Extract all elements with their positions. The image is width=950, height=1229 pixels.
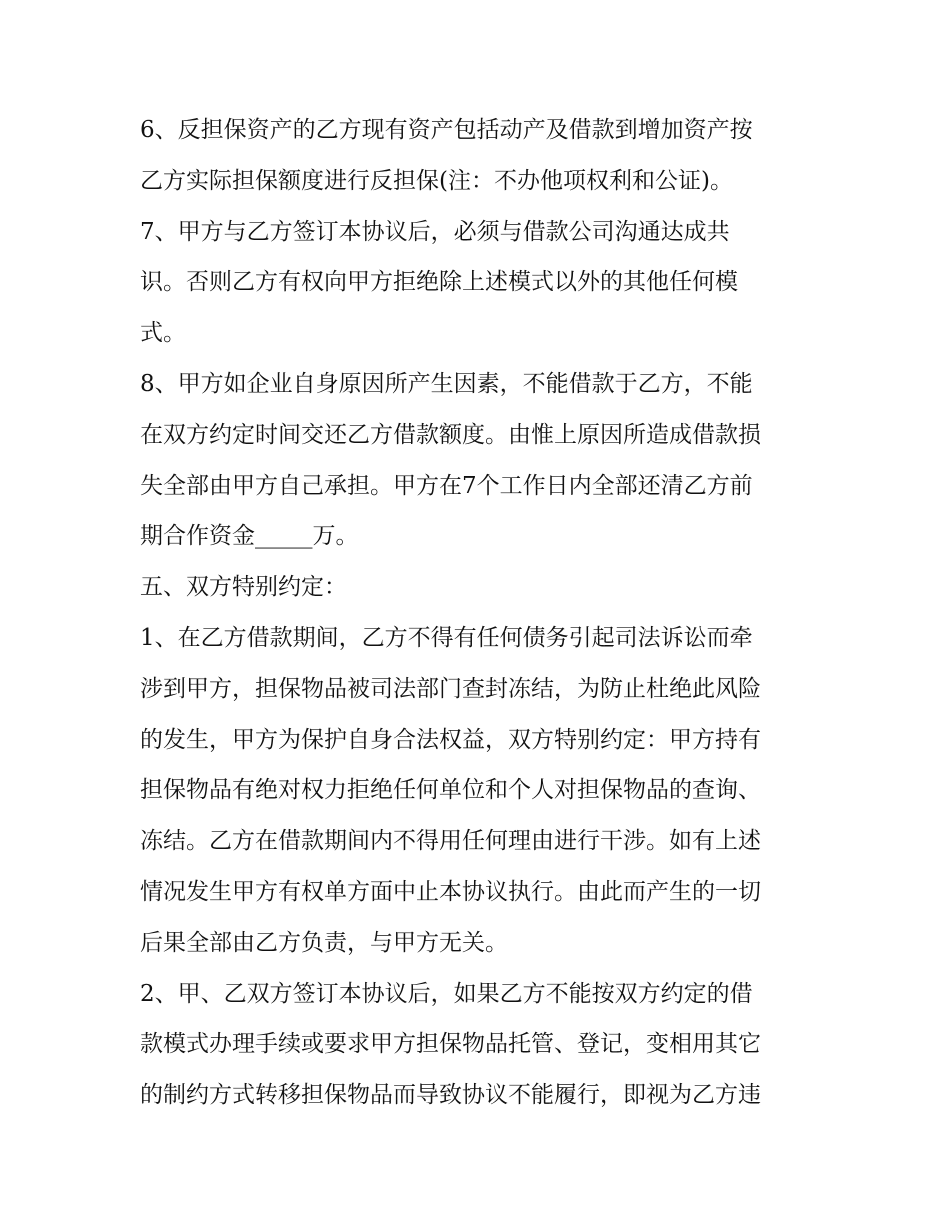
text-line-12: 涉到甲方，担保物品被司法部门查封冻结，为防止杜绝此风险	[140, 675, 761, 702]
text-line-8: 失全部由甲方自己承担。甲方在7个工作日内全部还清乙方前	[140, 472, 753, 499]
text-line-13: 的发生，甲方为保护自身合法权益，双方特别约定：甲方持有	[140, 726, 761, 753]
text-line-7: 在双方约定时间交还乙方借款额度。由惟上原因所造成借款损	[140, 421, 761, 448]
text-line-18: 2、甲、乙双方签订本协议后，如果乙方不能按双方约定的借	[140, 980, 753, 1007]
text-line-9: 期合作资金_____万。	[140, 523, 359, 550]
text-line-6: 8、甲方如企业自身原因所产生因素，不能借款于乙方，不能	[140, 370, 753, 397]
text-line-19: 款模式办理手续或要求甲方担保物品托管、登记，变相用其它	[140, 1031, 761, 1058]
text-line-17: 后果全部由乙方负责，与甲方无关。	[140, 929, 508, 956]
text-line-5: 式。	[140, 320, 186, 347]
text-line-11: 1、在乙方借款期间，乙方不得有任何债务引起司法诉讼而牵	[140, 624, 753, 651]
text-line-20: 的制约方式转移担保物品而导致协议不能履行，即视为乙方违	[140, 1082, 761, 1109]
text-line-4: 识。否则乙方有权向甲方拒绝除上述模式以外的其他任何模	[140, 269, 738, 296]
text-line-16: 情况发生甲方有权单方面中止本协议执行。由此而产生的一切	[140, 878, 761, 905]
text-line-15: 冻结。乙方在借款期间内不得用任何理由进行干涉。如有上述	[140, 828, 761, 855]
text-line-1: 6、反担保资产的乙方现有资产包括动产及借款到增加资产按	[140, 117, 753, 143]
document-body	[140, 112, 820, 1128]
text-line-14: 担保物品有绝对权力拒绝任何单位和个人对担保物品的查询、	[140, 777, 761, 804]
section-heading: 五、双方特别约定：	[140, 574, 347, 601]
text-line-2: 乙方实际担保额度进行反担保(注：不办他项权利和公证)。	[140, 167, 733, 194]
text-line-3: 7、甲方与乙方签订本协议后，必须与借款公司沟通达成共	[140, 218, 730, 245]
